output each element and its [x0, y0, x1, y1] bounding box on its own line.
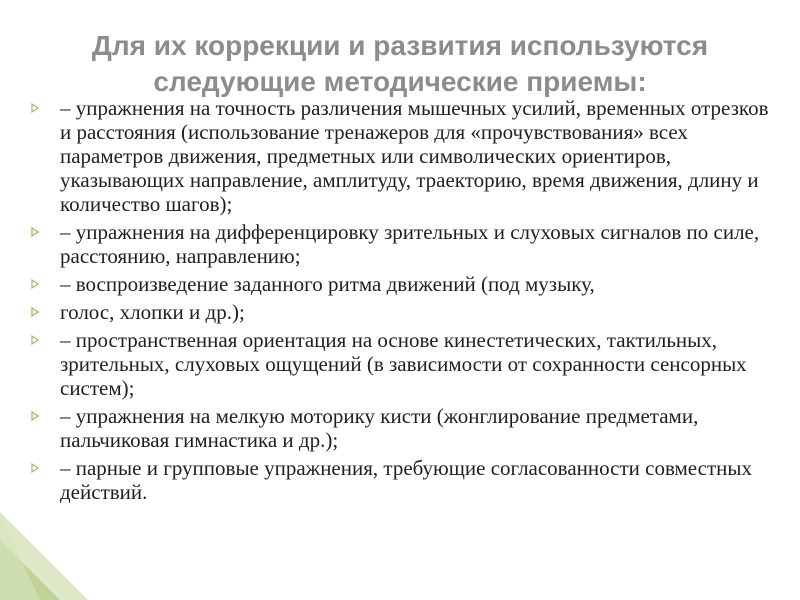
list-item-text: – воспроизведение заданного ритма движений (под музыку, [60, 272, 595, 296]
list-item [30, 456, 775, 504]
list-item-text: – пространственная ориентация на основе кинестетических, тактильных, зрительных, слуховых ощущений (в зависимости от сохранности сенсорных систем); [60, 328, 747, 400]
outline-diamond-icon [30, 307, 40, 317]
list-item-text: – парные и групповые упражнения, требующие согласованности совместных действий. [60, 456, 752, 504]
list-item-text: – упражнения на мелкую моторику кисти (жонглирование предметами, пальчиковая гимнастика и др.); [60, 404, 699, 452]
slide-title [40, 28, 760, 100]
title-line-1: Для их коррекции и развития используются [91, 30, 709, 61]
list-item [30, 220, 775, 268]
title-line-2: следующие методические приемы: [153, 66, 647, 97]
outline-diamond-icon [30, 279, 40, 289]
outline-diamond-icon [30, 463, 40, 473]
list-item-text: – упражнения на дифференцировку зрительных и слуховых сигналов по силе, расстоянию, направлению; [60, 220, 760, 268]
outline-diamond-icon [30, 411, 40, 421]
list-item [30, 328, 775, 400]
list-item [30, 300, 775, 324]
bullet-list [30, 96, 775, 508]
outline-diamond-icon [30, 227, 40, 237]
list-item-text: – упражнения на точность различения мышечных усилий, временных отрезков и расстояния (использование тренажеров для «прочувствования» всех параметров движения, предметных или символических ориентиров, указывающих направление, амплитуду, траекторию, время движения, длину и количество шагов); [60, 96, 769, 216]
list-item-text: голос, хлопки и др.); [60, 300, 245, 324]
outline-diamond-icon [30, 103, 40, 113]
outline-diamond-icon [30, 335, 40, 345]
list-item [30, 404, 775, 452]
list-item [30, 272, 775, 296]
list-item [30, 96, 775, 216]
